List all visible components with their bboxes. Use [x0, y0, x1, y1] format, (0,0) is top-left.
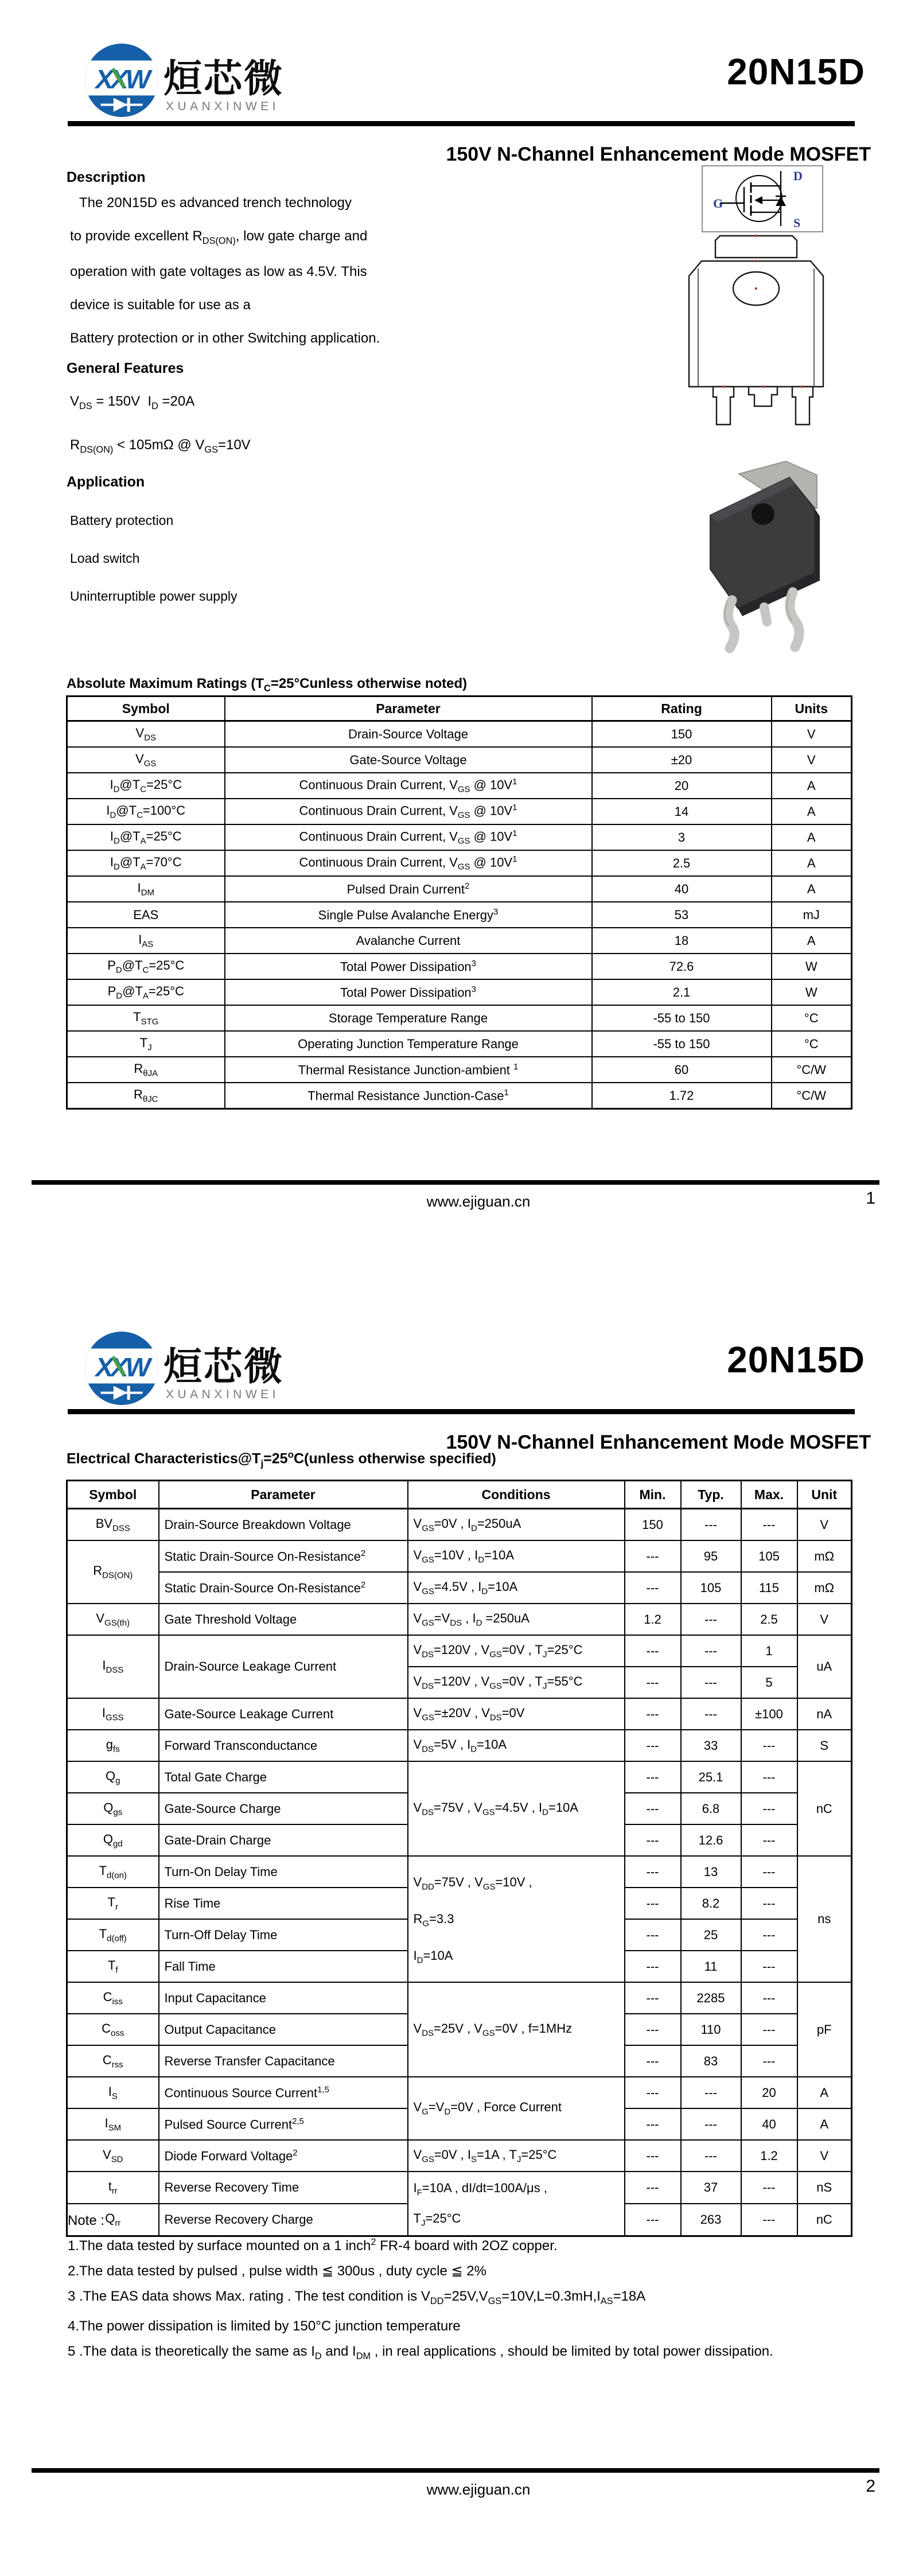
cell: A	[772, 928, 852, 954]
page-number: 1	[866, 1189, 875, 1208]
page-number: 2	[866, 2477, 875, 2496]
cell: ---	[625, 1824, 681, 1856]
cell: Drain-Source Leakage Current	[159, 1635, 408, 1698]
cell: ---	[681, 1667, 741, 1698]
general-features-text	[70, 394, 251, 481]
cell: Reverse Recovery Charge	[159, 2204, 408, 2236]
description-heading: Description	[67, 169, 146, 185]
cell: ---	[625, 2140, 681, 2172]
cell: 1.72	[592, 1083, 772, 1109]
cell: $T_{d(on)}$	[67, 1856, 159, 1888]
cell: 150	[592, 721, 772, 748]
cell: ---	[625, 1698, 681, 1730]
table-row	[67, 1856, 852, 1888]
cell: $V_{GS}=0V$ , $I_D=250uA$	[408, 1509, 625, 1541]
cell: $V_{GS}=0V$ , $I_S=1A$ , $T_J=25^\circ C$	[408, 2140, 625, 2172]
cell: $V_{DS}=75V$ , $V_{GS}=4.5V$ , $I_D=10A$	[408, 1761, 625, 1856]
company-logo-icon	[83, 42, 160, 119]
text-line: $R_{DS(ON)} < 105m\Omega$ @ $V_{GS}=10V$	[70, 437, 251, 455]
cell: 14	[592, 799, 772, 824]
table-row	[67, 747, 852, 773]
cell: ---	[625, 1540, 681, 1572]
cell: $I_{DM}$	[67, 876, 225, 902]
table-row	[67, 979, 852, 1005]
footer-rule	[32, 1180, 879, 1185]
cell: A	[797, 2077, 852, 2108]
cell: Gate-Drain Charge	[159, 1824, 408, 1856]
gate-label: G	[713, 196, 723, 211]
abs-max-title: Absolute Maximum Ratings ($T_C=25^\circ Cunless$ otherwise noted)	[67, 676, 468, 694]
cell: $V_{SD}$	[67, 2140, 159, 2172]
cell: Continuous Drain Current, $V_{GS}$ @ $10V^1$	[225, 799, 592, 824]
cell: 263	[681, 2204, 741, 2236]
column-header: Rating	[592, 696, 772, 721]
table-row	[67, 1635, 852, 1667]
cell: V	[772, 721, 852, 748]
notes-list	[68, 2233, 871, 2373]
cell: Continuous Drain Current, $V_{GS}$ @ $10V^1$	[225, 773, 592, 799]
cell: nC	[797, 2204, 852, 2236]
text-line: The 20N15D es advanced trench technology	[79, 195, 352, 211]
cell: 2.5	[741, 1604, 797, 1635]
cell: $C_{iss}$	[67, 1982, 159, 2014]
cell: 2.5	[592, 850, 772, 876]
cell: nA	[797, 1698, 852, 1730]
column-header: Symbol	[67, 1481, 159, 1509]
note-heading: Note :	[68, 2213, 105, 2228]
page-2	[0, 1288, 911, 2576]
cell: mΩ	[797, 1572, 852, 1604]
table-row	[67, 1698, 852, 1730]
cell: $V_{DS}=25V$ , $V_{GS}=0V$ , f=1MHz	[408, 1982, 625, 2077]
cell: 150	[625, 1509, 681, 1541]
cell: 72.6	[592, 954, 772, 979]
cell: mJ	[772, 902, 852, 928]
column-header: Units	[772, 696, 852, 721]
cell: $V_{GS}$	[67, 747, 225, 773]
table-row	[67, 902, 852, 928]
drain-label: D	[793, 169, 803, 183]
cell: Gate-Source Leakage Current	[159, 1698, 408, 1730]
cell: V	[797, 1604, 852, 1635]
table-row	[67, 2077, 852, 2108]
cell: $g_{fs}$	[67, 1730, 159, 1761]
cell: ---	[681, 2140, 741, 2172]
cell: $V_{DS}=120V$ , $V_{GS}=0V$ , $T_J=55^\circ C$	[408, 1667, 625, 1698]
cell: Gate-Source Voltage	[225, 747, 592, 773]
table-row	[67, 1509, 852, 1541]
cell: $R_{\theta JA}$	[67, 1057, 225, 1083]
brand-chinese-name: 烜芯微	[163, 1345, 284, 1388]
cell: ---	[625, 1793, 681, 1824]
cell: ---	[625, 1761, 681, 1793]
table-row	[67, 1005, 852, 1031]
cell: EAS	[67, 902, 225, 928]
text-line: 5 .The data is theoretically the same as $I_D$ and $I_{DM}$ , in real applications , should be limited by total power dissipation.	[68, 2343, 773, 2361]
cell: 40	[741, 2108, 797, 2140]
table-row	[67, 721, 852, 748]
cell: 110	[681, 2014, 741, 2045]
cell: nC	[797, 1761, 852, 1856]
header-rule	[68, 121, 855, 126]
cell: Avalanche Current	[225, 928, 592, 954]
cell: ---	[625, 2204, 681, 2236]
cell: ---	[681, 1604, 741, 1635]
cell: Diode Forward Voltage$^2$	[159, 2140, 408, 2172]
cell: ---	[625, 2045, 681, 2077]
cell: $V_{GS}=V_{DS}$ , $I_D =250uA$	[408, 1604, 625, 1635]
cell: $R_{DS(ON)}$	[67, 1540, 159, 1604]
cell: Drain-Source Breakdown Voltage	[159, 1509, 408, 1541]
text-line: 1.The data tested by surface mounted on a 1 inch$^2$ FR-4 board with 2OZ copper.	[68, 2237, 558, 2254]
cell: ±20	[592, 747, 772, 773]
cell: Output Capacitance	[159, 2014, 408, 2045]
svg-text:XXW: XXW	[95, 1352, 148, 1383]
cell: ---	[741, 1888, 797, 1919]
table-row	[67, 1083, 852, 1109]
general-features-heading: General Features	[67, 360, 184, 376]
cell: ---	[625, 2077, 681, 2108]
cell: $Q_{gd}$	[67, 1824, 159, 1856]
text-line: Uninterruptible power supply	[70, 589, 238, 604]
brand-chinese-name: 烜芯微	[163, 57, 284, 100]
cell: ---	[741, 2045, 797, 2077]
cell: $V_{DD}=75V$ , $V_{GS}=10V$ , $R_G=3.3$ $I_D=10A$	[408, 1856, 625, 1982]
document-title: 150V N-Channel Enhancement Mode MOSFET	[446, 143, 871, 165]
cell: $T_{d(off)}$	[67, 1919, 159, 1951]
table-row	[67, 954, 852, 979]
cell: 20	[592, 773, 772, 799]
cell: ---	[625, 1635, 681, 1667]
abs-max-table	[66, 695, 852, 1110]
cell: ---	[625, 1951, 681, 1982]
cell: 12.6	[681, 1824, 741, 1856]
cell: Single Pulse Avalanche Energy$^3$	[225, 902, 592, 928]
cell: Storage Temperature Range	[225, 1005, 592, 1031]
cell: mΩ	[797, 1540, 852, 1572]
column-header: Max.	[741, 1481, 797, 1509]
column-header: Parameter	[159, 1481, 408, 1509]
elec-char-title: Electrical $Characteristics@T_j=25^oC(unless$ otherwise specified)	[67, 1449, 496, 1469]
cell: -55 to 150	[592, 1031, 772, 1057]
header-rule	[68, 1409, 855, 1414]
cell: ---	[681, 2077, 741, 2108]
cell: $T_r$	[67, 1888, 159, 1919]
table-row	[67, 773, 852, 799]
document-title: 150V N-Channel Enhancement Mode MOSFET	[446, 1431, 871, 1453]
cell: uA	[797, 1635, 852, 1698]
cell: Gate Threshold Voltage	[159, 1604, 408, 1635]
cell: Turn-Off Delay Time	[159, 1919, 408, 1951]
cell: A	[772, 850, 852, 876]
cell: 33	[681, 1730, 741, 1761]
cell: °C	[772, 1005, 852, 1031]
cell: Input Capacitance	[159, 1982, 408, 2014]
part-number: 20N15D	[727, 51, 865, 92]
cell: ---	[625, 1856, 681, 1888]
cell: $I_D@T_C=100^\circ C$	[67, 799, 225, 824]
column-header: Parameter	[225, 696, 592, 721]
cell: $I_D@T_A=25^\circ C$	[67, 824, 225, 850]
cell: $Q_{gs}$	[67, 1793, 159, 1824]
cell: 1.2	[741, 2140, 797, 2172]
cell: ---	[741, 1982, 797, 2014]
package-outline-drawing	[684, 234, 828, 429]
cell: ---	[625, 1572, 681, 1604]
cell: 25.1	[681, 1761, 741, 1793]
cell: S	[797, 1730, 852, 1761]
cell: 13	[681, 1856, 741, 1888]
cell: A	[772, 824, 852, 850]
cell: Total Power Dissipation$^3$	[225, 954, 592, 979]
description-text	[70, 195, 380, 364]
cell: 8.2	[681, 1888, 741, 1919]
cell: $P_D@T_A=25^\circ C$	[67, 979, 225, 1005]
cell: $I_{DSS}$	[67, 1635, 159, 1698]
cell: $I_S$	[67, 2077, 159, 2108]
cell: $V_G=V_D=0V$ , Force Current	[408, 2077, 625, 2140]
cell: ---	[741, 1793, 797, 1824]
cell: ---	[625, 1919, 681, 1951]
cell: ---	[741, 2014, 797, 2045]
cell: ---	[625, 1730, 681, 1761]
cell: A	[772, 876, 852, 902]
cell: 53	[592, 902, 772, 928]
text-line: operation with gate voltages as low as 4.5V. This	[70, 263, 367, 279]
cell: Thermal Resistance Junction-ambient $^1$	[225, 1057, 592, 1083]
cell: °C/W	[772, 1057, 852, 1083]
cell: Continuous Source Current$^{1,5}$	[159, 2077, 408, 2108]
footer-website: www.ejiguan.cn	[426, 1193, 531, 1210]
cell: ---	[741, 1856, 797, 1888]
table-row	[67, 2172, 852, 2204]
cell: 1	[741, 1635, 797, 1667]
cell: 2.1	[592, 979, 772, 1005]
cell: ---	[681, 1698, 741, 1730]
cell: A	[772, 773, 852, 799]
cell: ---	[741, 1919, 797, 1951]
svg-text:XXW: XXW	[95, 64, 148, 95]
footer-website: www.ejiguan.cn	[426, 2481, 531, 2498]
text-line: device is suitable for use as a	[70, 297, 251, 313]
cell: Total Gate Charge	[159, 1761, 408, 1793]
cell: ---	[681, 1509, 741, 1541]
table-row	[67, 1572, 852, 1604]
cell: 18	[592, 928, 772, 954]
application-heading: Application	[67, 474, 145, 490]
cell: $C_{oss}$	[67, 2014, 159, 2045]
cell: ---	[625, 1982, 681, 2014]
cell: 2285	[681, 1982, 741, 2014]
cell: °C	[772, 1031, 852, 1057]
cell: $C_{rss}$	[67, 2045, 159, 2077]
cell: Fall Time	[159, 1951, 408, 1982]
package-photo	[704, 458, 822, 671]
cell: V	[797, 1509, 852, 1541]
cell: A	[797, 2108, 852, 2140]
cell: Drain-Source Voltage	[225, 721, 592, 748]
text-line: to provide excellent $R_{DS(ON)}$, low gate charge and	[70, 228, 368, 246]
column-header: Conditions	[408, 1481, 625, 1509]
cell: 20	[741, 2077, 797, 2108]
text-line: 2.The data tested by pulsed , pulse width ≦ 300us , duty cycle ≦ 2%	[68, 2263, 486, 2279]
table-row	[67, 799, 852, 824]
cell: $T_f$	[67, 1951, 159, 1982]
table-row	[67, 876, 852, 902]
cell: $V_{GS}=10V$ , $I_D=10A$	[408, 1540, 625, 1572]
cell: °C/W	[772, 1083, 852, 1109]
cell: -55 to 150	[592, 1005, 772, 1031]
cell: Operating Junction Temperature Range	[225, 1031, 592, 1057]
cell: Static Drain-Source On-Resistance$^2$	[159, 1572, 408, 1604]
cell: A	[772, 799, 852, 824]
cell: 105	[681, 1572, 741, 1604]
cell: 60	[592, 1057, 772, 1083]
cell: $P_D@T_C=25^\circ C$	[67, 954, 225, 979]
cell: $Q_g$	[67, 1761, 159, 1793]
cell: 25	[681, 1919, 741, 1951]
cell: Static Drain-Source On-Resistance$^2$	[159, 1540, 408, 1572]
cell: Thermal Resistance Junction-Case$^1$	[225, 1083, 592, 1109]
column-header: Typ.	[681, 1481, 741, 1509]
column-header: Symbol	[67, 696, 225, 721]
table-row	[67, 1031, 852, 1057]
elec-char-table	[66, 1480, 852, 2237]
cell: ---	[681, 2108, 741, 2140]
cell: ---	[681, 1635, 741, 1667]
cell: Rise Time	[159, 1888, 408, 1919]
table-row	[67, 1761, 852, 1793]
table-header-row	[67, 1481, 852, 1509]
table-row	[67, 928, 852, 954]
cell: 6.8	[681, 1793, 741, 1824]
table-row	[67, 1057, 852, 1083]
cell: ---	[741, 1509, 797, 1541]
table-row	[67, 1730, 852, 1761]
cell: $I_D@T_A=70^\circ C$	[67, 850, 225, 876]
text-line: 4.The power dissipation is limited by 150°C junction temperature	[68, 2318, 461, 2334]
cell: ±100	[741, 1698, 797, 1730]
cell: Turn-On Delay Time	[159, 1856, 408, 1888]
mosfet-symbol-icon	[703, 166, 820, 229]
cell: Pulsed Drain Current$^2$	[225, 876, 592, 902]
cell: $R_{\theta JC}$	[67, 1083, 225, 1109]
cell: Continuous Drain Current, $V_{GS}$ @ $10V^1$	[225, 824, 592, 850]
cell: ---	[625, 2014, 681, 2045]
cell: ---	[741, 1824, 797, 1856]
cell: $V_{DS}=120V$ , $V_{GS}=0V$ , $T_J=25^\circ C$	[408, 1635, 625, 1667]
cell: 115	[741, 1572, 797, 1604]
cell: $I_F=10A$ , dI/dt=100A/μs , $T_J=25^\circ C$	[408, 2172, 625, 2236]
column-header: Unit	[797, 1481, 852, 1509]
cell: $V_{GS}=\pm 20V$ , $V_{DS}=0V$	[408, 1698, 625, 1730]
cell: V	[772, 747, 852, 773]
cell: Gate-Source Charge	[159, 1793, 408, 1824]
text-line: Load switch	[70, 551, 140, 566]
application-list	[70, 513, 238, 627]
part-number: 20N15D	[727, 1339, 865, 1380]
cell: 5	[741, 1667, 797, 1698]
cell: $T_J$	[67, 1031, 225, 1057]
text-line: $V_{DS} = 150V$ $I_D =20A$	[70, 394, 195, 411]
cell: W	[772, 979, 852, 1005]
table-row	[67, 1604, 852, 1635]
text-line: 3 .The EAS data shows Max. rating . The test condition is $V_{DD}=25V,V_{GS}=10V,L=0.3mH,I_{AS}=18A$	[68, 2289, 646, 2306]
cell: ---	[741, 2204, 797, 2236]
cell: nS	[797, 2172, 852, 2204]
source-label: S	[793, 216, 801, 229]
cell: $I_D@T_C=25^\circ C$	[67, 773, 225, 799]
table-row	[67, 1540, 852, 1572]
table-row	[67, 850, 852, 876]
cell: 40	[592, 876, 772, 902]
cell: $T_{STG}$	[67, 1005, 225, 1031]
cell: ---	[625, 1888, 681, 1919]
cell: Total Power Dissipation$^3$	[225, 979, 592, 1005]
cell: 105	[741, 1540, 797, 1572]
table-row	[67, 1982, 852, 2014]
cell: ---	[741, 2172, 797, 2204]
cell: 3	[592, 824, 772, 850]
cell: $I_{GSS}$	[67, 1698, 159, 1730]
cell: $t_{rr}$	[67, 2172, 159, 2204]
company-logo-icon	[83, 1330, 160, 1407]
table-row	[67, 2140, 852, 2172]
cell: 11	[681, 1951, 741, 1982]
cell: ---	[741, 1951, 797, 1982]
cell: ns	[797, 1856, 852, 1982]
cell: Forward Transconductance	[159, 1730, 408, 1761]
cell: Reverse Transfer Capacitance	[159, 2045, 408, 2077]
cell: 37	[681, 2172, 741, 2204]
cell: $V_{DS}=5V$ , $I_D=10A$	[408, 1730, 625, 1761]
cell: pF	[797, 1982, 852, 2077]
column-header: Min.	[625, 1481, 681, 1509]
cell: $V_{GS}=4.5V$ , $I_D=10A$	[408, 1572, 625, 1604]
cell: Pulsed Source Current$^{2,5}$	[159, 2108, 408, 2140]
cell: ---	[625, 1667, 681, 1698]
cell: W	[772, 954, 852, 979]
brand-latin-name: XUANXINWEI	[166, 1388, 280, 1401]
cell: ---	[625, 2172, 681, 2204]
mosfet-symbol-box	[702, 165, 823, 232]
cell: $BV_{DSS}$	[67, 1509, 159, 1541]
cell: $Q_{rr}$	[67, 2204, 159, 2236]
cell: ---	[741, 1761, 797, 1793]
brand-latin-name: XUANXINWEI	[166, 100, 280, 113]
cell: 83	[681, 2045, 741, 2077]
text-line: Battery protection	[70, 513, 174, 528]
table-row	[67, 824, 852, 850]
cell: V	[797, 2140, 852, 2172]
text-line: Battery protection or in other Switching application.	[70, 330, 380, 346]
footer-rule	[32, 2468, 879, 2473]
cell: Reverse Recovery Time	[159, 2172, 408, 2204]
cell: 95	[681, 1540, 741, 1572]
cell: $I_{SM}$	[67, 2108, 159, 2140]
cell: $V_{DS}$	[67, 721, 225, 748]
table-header-row	[67, 696, 852, 721]
cell: $I_{AS}$	[67, 928, 225, 954]
cell: ---	[741, 1730, 797, 1761]
cell: Continuous Drain Current, $V_{GS}$ @ $10V^1$	[225, 850, 592, 876]
cell: $V_{GS(th)}$	[67, 1604, 159, 1635]
cell: 1.2	[625, 1604, 681, 1635]
cell: ---	[625, 2108, 681, 2140]
